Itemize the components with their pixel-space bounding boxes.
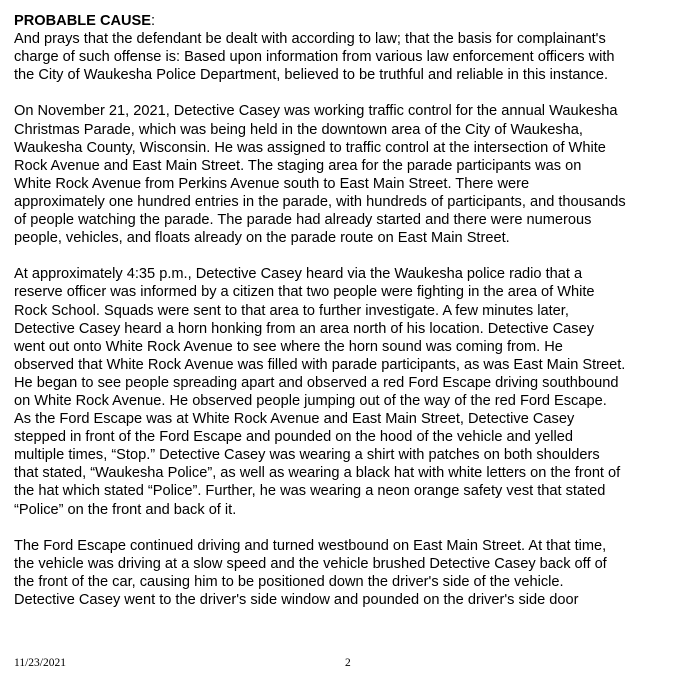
section-heading	[14, 13, 151, 29]
paragraph-text: At approximately 4:35 p.m., Detective Casey heard via the Waukesha police radio that a reserve officer was informed by a citizen that two people were fighting in the area of White Rock School. Squads were sent to that area to further investigate. A few minutes later, Detective Casey heard a horn honking from an area north of his location. Detective Casey went out onto White Rock Avenue to see where the horn sound was coming from. He observed that White Rock Avenue was filled with parade participants, as was East Main Street. He began to see people spreading apart and observed a red Ford Escape driving southbound on White Rock Avenue. He observed people jumping out of the way of the red Ford Escape. As the Ford Escape was at White Rock Avenue and East Main Street, Detective Casey stepped in front of the Ford Escape and pounded on the hood of the vehicle and yelled multiple times, “Stop.” Detective Casey was wearing a shirt with patches on both shoulders that stated, “Waukesha Police”, as well as wearing a black hat with white letters on the front of the hat which stated “Police”. Further, he was wearing a neon orange safety vest that stated “Police” on the front and back of it.	[14, 266, 626, 518]
paragraph-text: And prays that the defendant be dealt with according to law; that the basis for complainant's charge of such offense is: Based upon information from various law enforcement officers with the City of Waukesha Police Department, believed to be truthful and reliable in this instance.	[14, 31, 615, 84]
document-body	[14, 12, 690, 627]
paragraph-incident-observation	[14, 265, 690, 518]
section-heading-colon: :	[151, 13, 156, 29]
paragraph-parade-context	[14, 102, 690, 247]
footer-page-number: 2	[345, 657, 351, 669]
paragraph-complaint-basis	[14, 12, 690, 84]
footer-date: 11/23/2021	[14, 657, 66, 669]
section-heading-text: PROBABLE CAUSE	[14, 13, 152, 29]
paragraph-vehicle-continued	[14, 537, 690, 609]
paragraph-text: The Ford Escape continued driving and turned westbound on East Main Street. At that time, the vehicle was driving at a slow speed and the vehicle brushed Detective Casey back off of the front of the car, causing him to be positioned down the driver's side of the vehicle. Detective Casey went to the driver's side window and pounded on the driver's side door	[14, 537, 607, 608]
paragraph-text: On November 21, 2021, Detective Casey was working traffic control for the annual Waukesha Christmas Parade, which was being held in the downtown area of the City of Waukesha, Waukesha County, Wisconsin. He was assigned to traffic control at the intersection of White Rock Avenue and East Main Street. The staging area for the parade participants was on White Rock Avenue from Perkins Avenue south to East Main Street. There were approximately one hundred entries in the parade, with hundreds of participants, and thousands of people watching the parade. The parade had already started and there were numerous people, vehicles, and floats already on the parade route on East Main Street.	[14, 103, 626, 247]
